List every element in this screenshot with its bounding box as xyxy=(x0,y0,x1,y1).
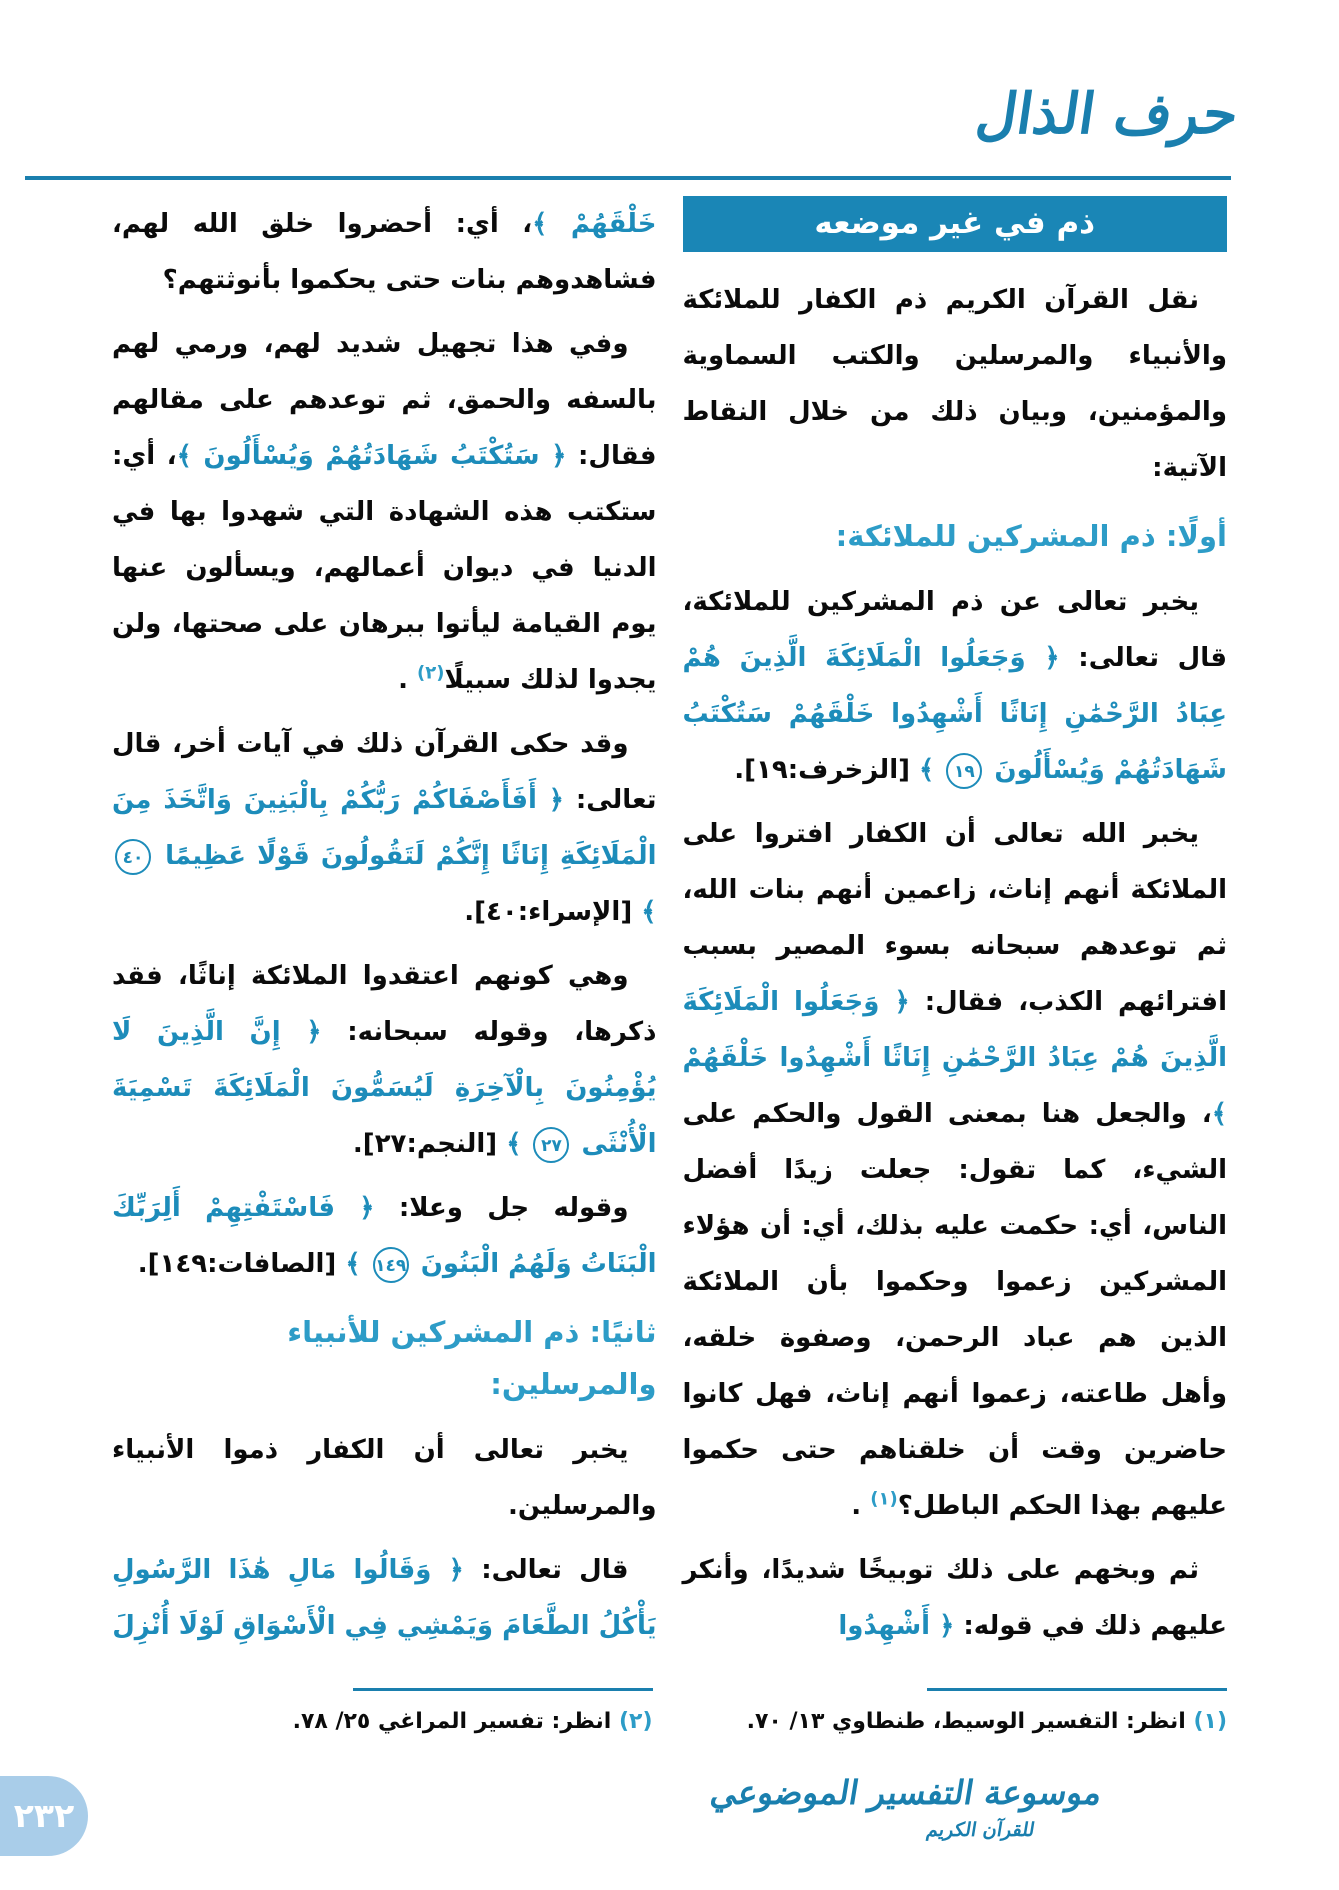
body-text: [الزخرف:١٩]. xyxy=(734,755,920,785)
body-text: يخبر تعالى عن ذم المشركين للملائكة، قال تعالى: xyxy=(682,587,1227,673)
section-heading: ثانيًا: ذم المشركين للأنبياء والمرسلين: xyxy=(287,1315,657,1401)
paragraph xyxy=(112,1422,657,1534)
topic-title-box xyxy=(683,196,1228,252)
ayah-number-badge: ٢٧ xyxy=(533,1127,569,1163)
chapter-title-calligraphy: حرف الذال xyxy=(968,82,1237,147)
column-right xyxy=(683,196,1228,1685)
paragraph xyxy=(112,1180,657,1292)
body-text: وفي هذا تجهيل شديد لهم، ورمي لهم بالسفه والحمق، ثم توعدهم على مقالهم فقال: xyxy=(112,329,657,471)
quran-verse: ﴾ xyxy=(506,1129,531,1159)
column-left xyxy=(112,196,657,1685)
quran-verse: ﴿ وَقَالُوا مَالِ هَٰذَا الرَّسُولِ يَأْكُلُ الطَّعَامَ وَيَمْشِي فِي الْأَسْوَاقِ لَوْلَا أُنْزِلَ xyxy=(112,1555,657,1641)
quran-verse: ﴿ وَجَعَلُوا الْمَلَائِكَةَ الَّذِينَ هُمْ عِبَادُ الرَّحْمَٰنِ إِنَاثًا أَشْهِدُوا خَلْقَهُمْ سَتُكْتَبُ شَهَادَتُهُمْ وَيُسْأَلُونَ xyxy=(682,643,1227,785)
topic-title: ذم في غير موضعه xyxy=(814,205,1096,241)
header-divider xyxy=(25,176,1231,180)
body-text: وقوله جل وعلا: xyxy=(374,1193,629,1223)
body-text: [الإسراء:٤٠]. xyxy=(464,897,642,927)
quran-verse: ﴿ أَفَأَصْفَاكُمْ رَبُّكُمْ بِالْبَنِينَ وَاتَّخَذَ مِنَ الْمَلَائِكَةِ إِنَاثًا إِنَّكُمْ لَتَقُولُونَ قَوْلًا عَظِيمًا xyxy=(112,785,657,871)
quran-verse: ﴿ إِنَّ الَّذِينَ لَا يُؤْمِنُونَ بِالْآخِرَةِ لَيُسَمُّونَ الْمَلَائِكَةَ تَسْمِيَةَ الْأُنْثَى xyxy=(112,1017,657,1159)
paragraph xyxy=(683,574,1228,798)
body-text: ، أي: أحضروا خلق الله لهم، فشاهدوهم بنات حتى يحكموا بأنوثتهم؟ xyxy=(112,209,657,295)
paragraph xyxy=(112,716,657,940)
footnote-1-text: انظر: التفسير الوسيط، طنطاوي ١٣/ ٧٠. xyxy=(746,1709,1186,1734)
footnotes xyxy=(112,1688,1227,1739)
paragraph xyxy=(112,948,657,1172)
footnote-1-marker: (١) xyxy=(1193,1709,1227,1734)
page-number-badge: ٢٣٢ xyxy=(0,1776,88,1856)
logo-title: موسوعة التفسير الموضوعي xyxy=(706,1773,1101,1812)
paragraph xyxy=(112,316,657,708)
quran-verse: ﴿ سَتُكْتَبُ شَهَادَتُهُمْ وَيُسْأَلُونَ ﴾ xyxy=(176,441,567,471)
column-right-body xyxy=(683,272,1228,1654)
quran-verse: ﴾ xyxy=(641,897,657,927)
body-text: يخبر الله تعالى أن الكفار افتروا على الملائكة أنهم إناث، زاعمين أنهم بنات الله، ثم توعدهم سبحانه بسوء المصير بسبب افترائهم الكذب، فقال: xyxy=(682,819,1227,1017)
footnote-1-line xyxy=(687,1705,1228,1739)
body-text: يخبر تعالى أن الكفار ذموا الأنبياء والمرسلين. xyxy=(112,1435,657,1521)
two-column-text xyxy=(112,196,1227,1685)
body-text: . xyxy=(851,1491,871,1521)
footnote-2-line xyxy=(112,1705,653,1739)
ayah-number-badge: ٤٠ xyxy=(115,839,151,875)
quran-verse: ﴾ xyxy=(345,1249,370,1279)
footnote-ref: (٢) xyxy=(417,662,445,684)
footnote-2-text: انظر: تفسير المراغي ٢٥/ ٧٨. xyxy=(292,1709,612,1734)
footnote-2 xyxy=(112,1688,653,1739)
quran-verse: ﴿ أَشْهِدُوا xyxy=(838,1611,955,1641)
body-text: ، أي: ستكتب هذه الشهادة التي شهدوا بها في الدنيا في ديوان أعمالهم، ويسألون عنها يوم القيامة ليأتوا ببرهان على صحتها، ولن يجدوا لذلك سبيلًا xyxy=(112,441,657,695)
column-left-body xyxy=(112,196,657,1654)
body-text: [الصافات:١٤٩]. xyxy=(137,1249,346,1279)
quran-verse: ﴿ وَجَعَلُوا الْمَلَائِكَةَ الَّذِينَ هُمْ عِبَادُ الرَّحْمَٰنِ إِنَاثًا أَشْهِدُوا خَلْقَهُمْ ﴾ xyxy=(682,987,1227,1129)
footnote-1 xyxy=(687,1688,1228,1739)
ayah-number-badge: ١٩ xyxy=(946,753,982,789)
quran-verse: ﴾ xyxy=(919,755,944,785)
paragraph xyxy=(683,806,1228,1534)
section-heading: أولًا: ذم المشركين للملائكة: xyxy=(835,519,1227,553)
paragraph xyxy=(112,1542,657,1654)
body-text: نقل القرآن الكريم ذم الكفار للملائكة والأنبياء والمرسلين والكتب السماوية والمؤمنين، وبيان ذلك من خلال النقاط الآتية: xyxy=(682,285,1227,483)
body-text: ، والجعل هنا بمعنى القول والحكم على الشيء، كما تقول: جعلت زيدًا أفضل الناس، أي: حكمت عليه بذلك، أي: أن هؤلاء المشركين زعموا وحكموا بأن الملائكة الذين هم عباد الرحمن، وصفوة خلقه، وأهل طاعته، زعموا أنهم إناث، فهل كانوا حاضرين وقت أن خلقناهم حتى حكموا عليهم بهذا الحكم الباطل؟ xyxy=(682,1099,1227,1521)
quran-verse: خَلْقَهُمْ ﴾ xyxy=(532,209,657,239)
body-text: ثم وبخهم على ذلك توبيخًا شديدًا، وأنكر عليهم ذلك في قوله: xyxy=(682,1555,1227,1641)
paragraph xyxy=(112,196,657,308)
paragraph xyxy=(683,272,1228,496)
publisher-logo xyxy=(706,1770,1101,1844)
body-text: وهي كونهم اعتقدوا الملائكة إناثًا، فقد ذكرها، وقوله سبحانه: xyxy=(112,961,657,1047)
quran-verse: ﴿ فَاسْتَفْتِهِمْ أَلِرَبِّكَ الْبَنَاتُ وَلَهُمُ الْبَنُونَ xyxy=(112,1193,657,1279)
logo-subtitle: للقرآن الكريم xyxy=(924,1819,1034,1841)
body-text: قال تعالى: xyxy=(463,1555,629,1585)
body-text: وقد حكى القرآن ذلك في آيات أخر، قال تعالى: xyxy=(112,729,657,815)
body-text: [النجم:٢٧]. xyxy=(352,1129,507,1159)
footnote-2-marker: (٢) xyxy=(618,1709,653,1734)
body-text: . xyxy=(398,665,418,695)
paragraph xyxy=(683,1542,1228,1654)
footnote-ref: (١) xyxy=(870,1488,898,1510)
ayah-number-badge: ١٤٩ xyxy=(373,1247,409,1283)
